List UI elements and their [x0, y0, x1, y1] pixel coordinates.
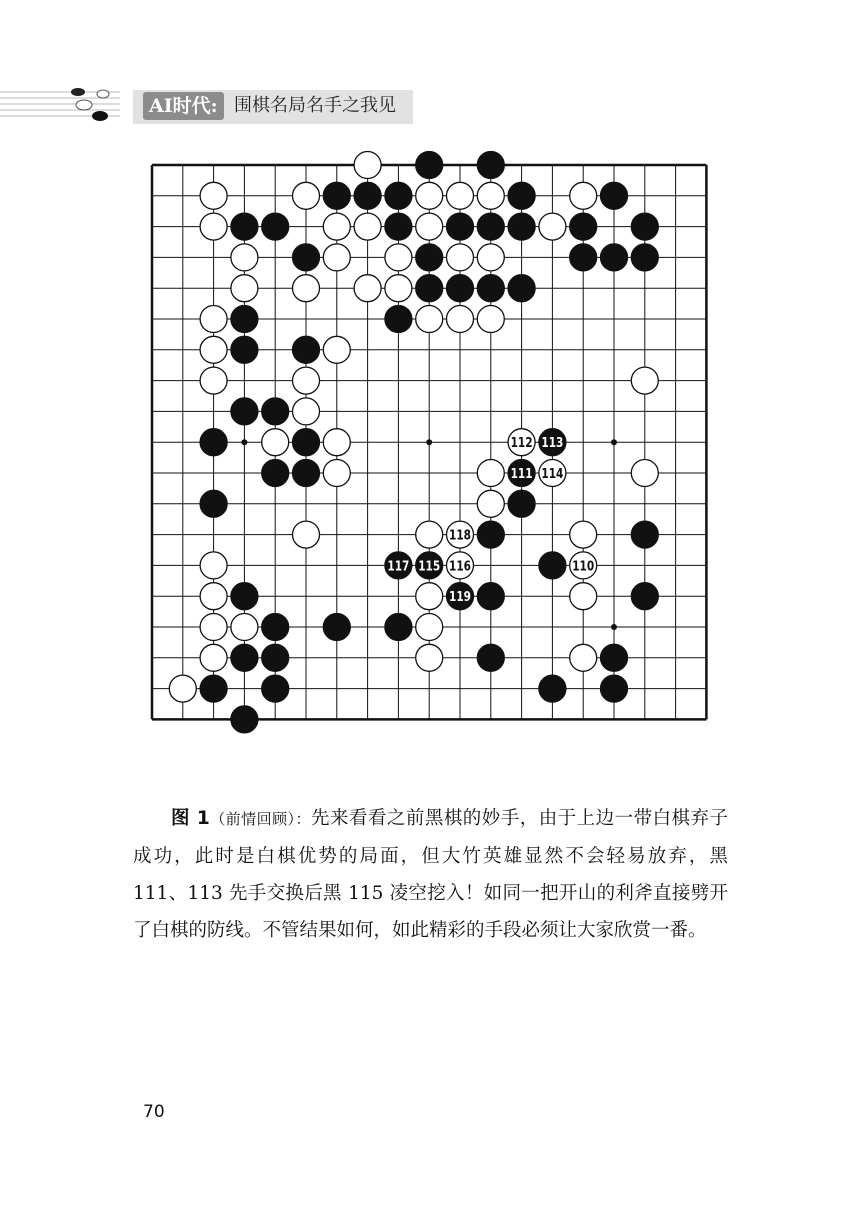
white-stone: [570, 521, 597, 548]
black-stone: [385, 306, 412, 333]
white-stone: [323, 429, 350, 456]
caption-text: 先来看看之前黑棋的妙手，由于上边一带白棋弃子成功，此时是白棋优势的局面，但大竹英雄显然不会轻易放弃，黑 111、113 先手交换后黑 115 凌空挖入！如同一把开山的利斧直接劈开了白棋的防线。不管结果如何，如此精彩的手段必须让大家欣赏一番。: [133, 808, 728, 941]
white-stone: [293, 182, 320, 209]
move-number: 110: [572, 559, 595, 575]
white-stone: [416, 213, 443, 240]
black-stone: [262, 644, 289, 671]
white-stone: [200, 367, 227, 394]
black-stone: [508, 490, 535, 517]
header-stone-ornament: [0, 80, 140, 130]
black-stone: [231, 306, 258, 333]
black-stone: [508, 275, 535, 302]
white-stone: [354, 275, 381, 302]
white-stone: [385, 275, 412, 302]
white-stone: [200, 644, 227, 671]
black-stone: [385, 614, 412, 641]
black-stone: [262, 614, 289, 641]
star-point: [611, 624, 617, 630]
black-stone: [570, 213, 597, 240]
white-stone: [416, 521, 443, 548]
move-number: 114: [541, 467, 564, 482]
white-stone: [416, 306, 443, 333]
go-board-diagram: [145, 145, 715, 740]
white-stone: [200, 306, 227, 333]
black-stone: [293, 460, 320, 487]
move-number: 112: [510, 436, 533, 452]
running-header: [0, 80, 856, 130]
white-stone: [570, 182, 597, 209]
white-stone: [631, 460, 658, 487]
page-number: 70: [143, 1102, 165, 1122]
move-number: 116: [449, 559, 471, 575]
black-stone: [293, 429, 320, 456]
black-stone: [631, 213, 658, 240]
black-stone: [570, 244, 597, 271]
white-stone: [293, 521, 320, 548]
white-stone: [631, 367, 658, 394]
white-stone: [477, 244, 504, 271]
black-stone: [416, 275, 443, 302]
black-stone: [601, 182, 628, 209]
white-stone: [539, 213, 566, 240]
white-stone: [477, 182, 504, 209]
white-stone: [477, 306, 504, 333]
white-stone: [200, 552, 227, 579]
black-stone: [539, 552, 566, 579]
white-stone: [293, 398, 320, 425]
white-stone: [447, 306, 474, 333]
black-stone: [231, 644, 258, 671]
black-stone: [477, 521, 504, 548]
figure-label: 图 1: [170, 808, 210, 829]
black-stone: [631, 244, 658, 271]
black-stone: [631, 583, 658, 610]
black-stone: [262, 398, 289, 425]
white-stone: [231, 275, 258, 302]
white-stone: [323, 460, 350, 487]
star-point: [611, 439, 617, 445]
figure-note: （前情回顾）：: [209, 810, 312, 828]
black-stone: [601, 644, 628, 671]
black-stone: [416, 244, 443, 271]
black-stone: [231, 583, 258, 610]
black-stone: [262, 213, 289, 240]
white-stone: [385, 244, 412, 271]
go-board: [145, 145, 715, 740]
white-stone: [200, 213, 227, 240]
black-stone: [477, 213, 504, 240]
series-tag: AI时代:: [143, 92, 224, 120]
black-stone: [231, 213, 258, 240]
book-title: 围棋名局名手之我见: [234, 95, 396, 116]
black-stone: [539, 675, 566, 702]
black-stone: [447, 275, 474, 302]
black-stone: [477, 275, 504, 302]
white-stone: [477, 460, 504, 487]
black-stone: [200, 429, 227, 456]
move-number: 117: [387, 559, 410, 575]
black-stone: [231, 706, 258, 733]
white-stone: [416, 644, 443, 671]
black-stone: [200, 675, 227, 702]
black-stone: [416, 152, 443, 179]
black-stone: [262, 675, 289, 702]
black-stone: [477, 152, 504, 179]
black-stone: [293, 244, 320, 271]
black-stone: [447, 213, 474, 240]
black-stone: [323, 182, 350, 209]
white-stone: [169, 675, 196, 702]
black-stone: [262, 460, 289, 487]
white-stone: [354, 152, 381, 179]
white-stone: [293, 367, 320, 394]
white-stone: [323, 213, 350, 240]
white-stone: [570, 644, 597, 671]
white-stone: [477, 490, 504, 517]
move-number: 111: [510, 467, 533, 482]
black-stone: [601, 675, 628, 702]
star-point: [426, 439, 432, 445]
black-stone: [231, 398, 258, 425]
white-stone: [200, 336, 227, 363]
white-stone: [416, 583, 443, 610]
white-stone: [323, 244, 350, 271]
black-stone: [508, 213, 535, 240]
move-number: 113: [541, 436, 564, 452]
star-point: [241, 439, 247, 445]
black-stone: [631, 521, 658, 548]
white-stone: [262, 429, 289, 456]
white-stone: [323, 336, 350, 363]
black-stone: [385, 182, 412, 209]
black-stone: [354, 182, 381, 209]
white-stone: [354, 213, 381, 240]
white-stone: [200, 583, 227, 610]
white-stone: [231, 614, 258, 641]
white-stone: [447, 182, 474, 209]
black-stone: [508, 182, 535, 209]
black-stone: [231, 336, 258, 363]
black-stone: [385, 213, 412, 240]
black-stone: [477, 583, 504, 610]
move-number: 119: [449, 590, 471, 606]
white-stone: [293, 275, 320, 302]
white-stone: [231, 244, 258, 271]
black-stone: [477, 644, 504, 671]
white-stone: [570, 583, 597, 610]
white-stone: [200, 182, 227, 209]
move-number: 115: [418, 559, 441, 575]
white-stone: [416, 614, 443, 641]
figure-caption: [133, 800, 728, 949]
move-number: 118: [449, 528, 471, 544]
white-stone: [416, 182, 443, 209]
black-stone: [200, 490, 227, 517]
white-stone: [200, 614, 227, 641]
black-stone: [293, 336, 320, 363]
white-stone: [447, 244, 474, 271]
black-stone: [323, 614, 350, 641]
black-stone: [601, 244, 628, 271]
